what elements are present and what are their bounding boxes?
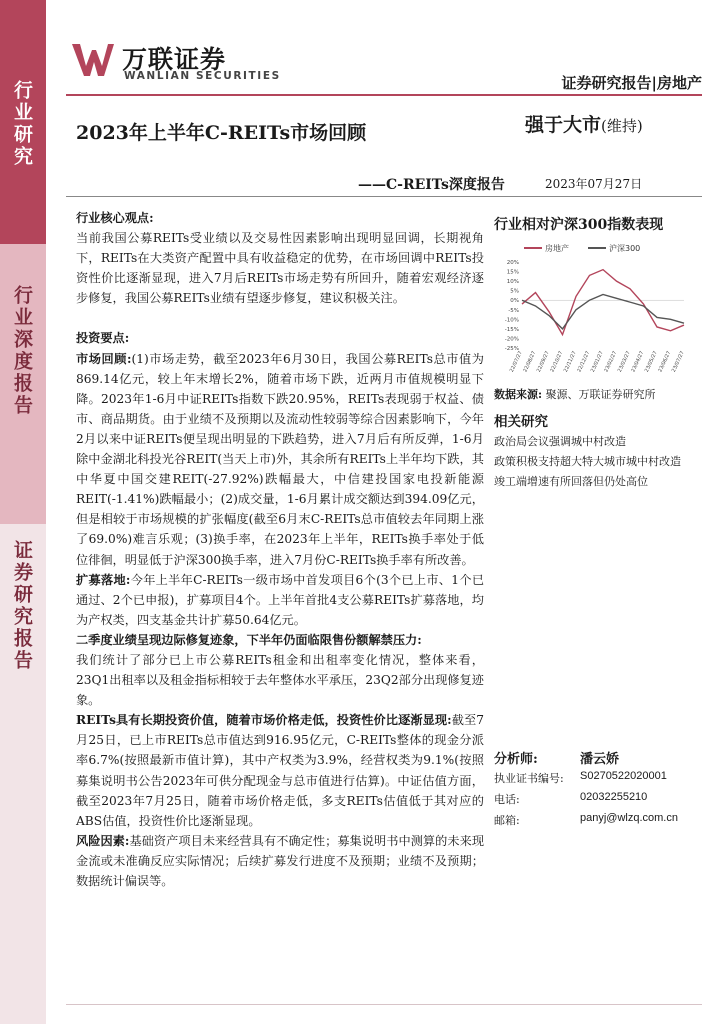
chart-title: 行业相对沪深300指数表现 [494, 217, 664, 233]
related-research-item[interactable]: 政治局会议强调城中村改造 [494, 435, 626, 448]
y-tick-label: 20% [506, 260, 519, 266]
point-q2-heading: 二季度业绩呈现边际修复迹象，下半年仍面临限售份额解禁压力: [76, 632, 422, 647]
brand-logo-icon [70, 40, 116, 78]
legend-label: 房地产 [545, 244, 569, 253]
rating [525, 110, 643, 137]
main-column [76, 208, 484, 891]
points-heading: 投资要点: [76, 331, 130, 346]
y-tick-label: -15% [504, 326, 519, 333]
x-tick-label: 23/04/27 [630, 350, 646, 374]
x-tick-label: 22/08/27 [522, 350, 538, 374]
analyst-phone-label: 电话: [494, 793, 520, 806]
point-value-text: 截至7月25日，已上市REITs总市值达到916.95亿元，C-REITs整体的现金分派率6.7%(按照最新市值计算)，其中产权类为3.9%，经营权类为9.1%(按照募集说明书公告2023年可供分配现金与总市值进行估算)。中证估值方面，截至2023年7月25日，随着市场价格走低，多支REITs估值低于其对应的ABS估值，投资性价比逐渐显现。 [76, 713, 484, 828]
related-research-item[interactable]: 竣工端增速有所回落但仍处高位 [494, 475, 648, 488]
point-q2-text: 我们统计了部分已上市公募REITs租金和出租率变化情况，整体来看，23Q1出租率以及租金指标相较于去年整体水平承压，23Q2部分出现修复迹象。 [76, 652, 484, 708]
data-source-text: 聚源、万联证券研究所 [545, 388, 656, 401]
rating-value: 强于大市 [525, 114, 602, 136]
analyst-role-label: 分析师: [494, 752, 538, 767]
x-tick-label: 23/06/27 [657, 350, 673, 374]
analyst-email[interactable]: panyj@wlzq.com.cn [580, 812, 678, 824]
report-date: 2023年07月27日 [545, 177, 643, 191]
y-tick-label: -5% [508, 307, 519, 314]
rating-note: (维持) [601, 117, 643, 135]
footer-divider [66, 1004, 702, 1005]
x-tick-label: 23/01/27 [589, 350, 605, 374]
chart-x-axis [509, 350, 686, 373]
x-tick-label: 23/03/27 [616, 350, 632, 374]
series-line [522, 294, 684, 328]
y-tick-label: 5% [510, 288, 519, 295]
x-tick-label: 22/09/27 [535, 350, 551, 374]
point-expansion-text: 今年上半年C-REITs一级市场中首发项目6个(3个已上市、1个已通过、2个已申报)，扩募项目4个。上半年首批4支公募REITs扩募落地，均为产权类，四支基金共计扩募50.64亿元。 [76, 572, 485, 627]
data-source [494, 386, 656, 402]
y-tick-label: -25% [504, 346, 519, 352]
y-tick-label: -10% [504, 317, 519, 324]
report-subtitle: ——C-REITs深度报告 [358, 177, 505, 193]
chart-plot-area [522, 270, 684, 335]
x-tick-label: 23/07/27 [670, 350, 686, 374]
chart-legend [524, 243, 640, 253]
analyst-cert: S0270522020001 [580, 770, 667, 782]
risk-text: 基础资产项目未来经营具有不确定性；募集说明书中测算的未来现金流或未准确反应实际情况；后续扩募发行进度不及预期；业绩不及预期；数据统计偏误等。 [76, 833, 485, 888]
header-divider [66, 94, 702, 96]
sidebar-label-depth-report: 行业深度报告 [11, 285, 33, 417]
sidebar-label-securities-report: 证券研究报告 [11, 540, 33, 672]
related-research-heading: 相关研究 [494, 414, 548, 430]
x-tick-label: 22/07/27 [508, 350, 524, 374]
sidebar-label-industry-research: 行业研究 [11, 80, 33, 168]
point-value-heading: REITs具有长期投资价值，随着市场价格走低，投资性价比逐渐显现: [76, 713, 452, 728]
core-text: 当前我国公募REITs受业绩以及交易性因素影响出现明显回调，长期视角下，REITs在大类资产配置中具有收益稳定的优势，在市场回调中REITs投资性价比逐渐显现，进入7月后REITs市场走势有所回升，随着宏观经济逐步修复，我国公募REITs业绩有望逐步修复，建议积极关注。 [76, 231, 484, 306]
analyst-phone: 02032255210 [580, 791, 648, 803]
point-expansion-label: 扩募落地: [76, 572, 131, 587]
report-title: 2023年上半年C-REITs市场回顾 [76, 122, 367, 144]
data-source-label: 数据来源: [494, 388, 543, 401]
risk-label: 风险因素: [76, 833, 130, 848]
y-tick-label: 10% [506, 279, 519, 286]
related-research-item[interactable]: 政策积极支持超大特大城市城中村改造 [494, 455, 681, 468]
series-line [522, 270, 684, 335]
point-market-review-text: (1)市场走势，截至2023年6月30日，我国公募REITs总市值为869.14亿元，较上年末增长2%，随着市场下跌，近两月市值规模明显下降。2023年1-6月中证REITs指数下跌20.95%，REITs表现弱于权益、债市、商品期货。由于业绩不及预期以及流动性较弱等综合因素影响下，今年2月以来中证REITs便呈现出明显的下跌趋势，进入7月后有所反弹，1-6月除中金湖北科投光谷REIT(当天上市)外，其余所有REITs上半年均下跌，其中华夏中国交建REIT(-27.92%)跌幅最大，中信建投国家电投新能源REIT(-1.41%)跌幅最小；(2)成交量，1-6月累计成交额达到394.09亿元，但是相较于市场规模的扩张幅度(截至6月末C-REITs总市值较去年同期上涨了69.0%)难言乐观；(3)换手率，在2023年上半年，REITs换手率处于低位徘徊，明显低于沪深300换手率，进入7月份C-REITs换手率有所改善。 [76, 351, 484, 567]
y-tick-label: 15% [506, 269, 519, 276]
x-tick-label: 22/12/27 [576, 350, 592, 374]
brand-name-cn: 万联证券 [122, 45, 227, 74]
point-market-review [76, 349, 484, 570]
analyst-name: 潘云娇 [580, 752, 620, 767]
report-type: 证券研究报告|房地产 [561, 74, 702, 92]
core-heading: 行业核心观点: [76, 211, 154, 225]
brand-name-en: WANLIAN SECURITIES [124, 70, 281, 82]
point-value [76, 710, 484, 831]
x-tick-label: 22/11/27 [562, 350, 578, 374]
title-divider [66, 196, 702, 197]
point-market-review-label: 市场回顾: [76, 351, 132, 366]
analyst-email-label: 邮箱: [494, 814, 520, 827]
performance-chart [494, 238, 694, 378]
risk-factors [76, 831, 484, 891]
analyst-cert-label: 执业证书编号: [494, 772, 564, 785]
point-expansion [76, 570, 484, 630]
x-tick-label: 23/02/27 [603, 350, 619, 374]
x-tick-label: 22/10/27 [549, 350, 565, 374]
x-tick-label: 23/05/27 [643, 350, 659, 374]
related-research-list [494, 432, 681, 492]
y-tick-label: -20% [504, 336, 519, 343]
y-tick-label: 0% [510, 298, 519, 305]
legend-label: 沪深300 [609, 244, 641, 253]
